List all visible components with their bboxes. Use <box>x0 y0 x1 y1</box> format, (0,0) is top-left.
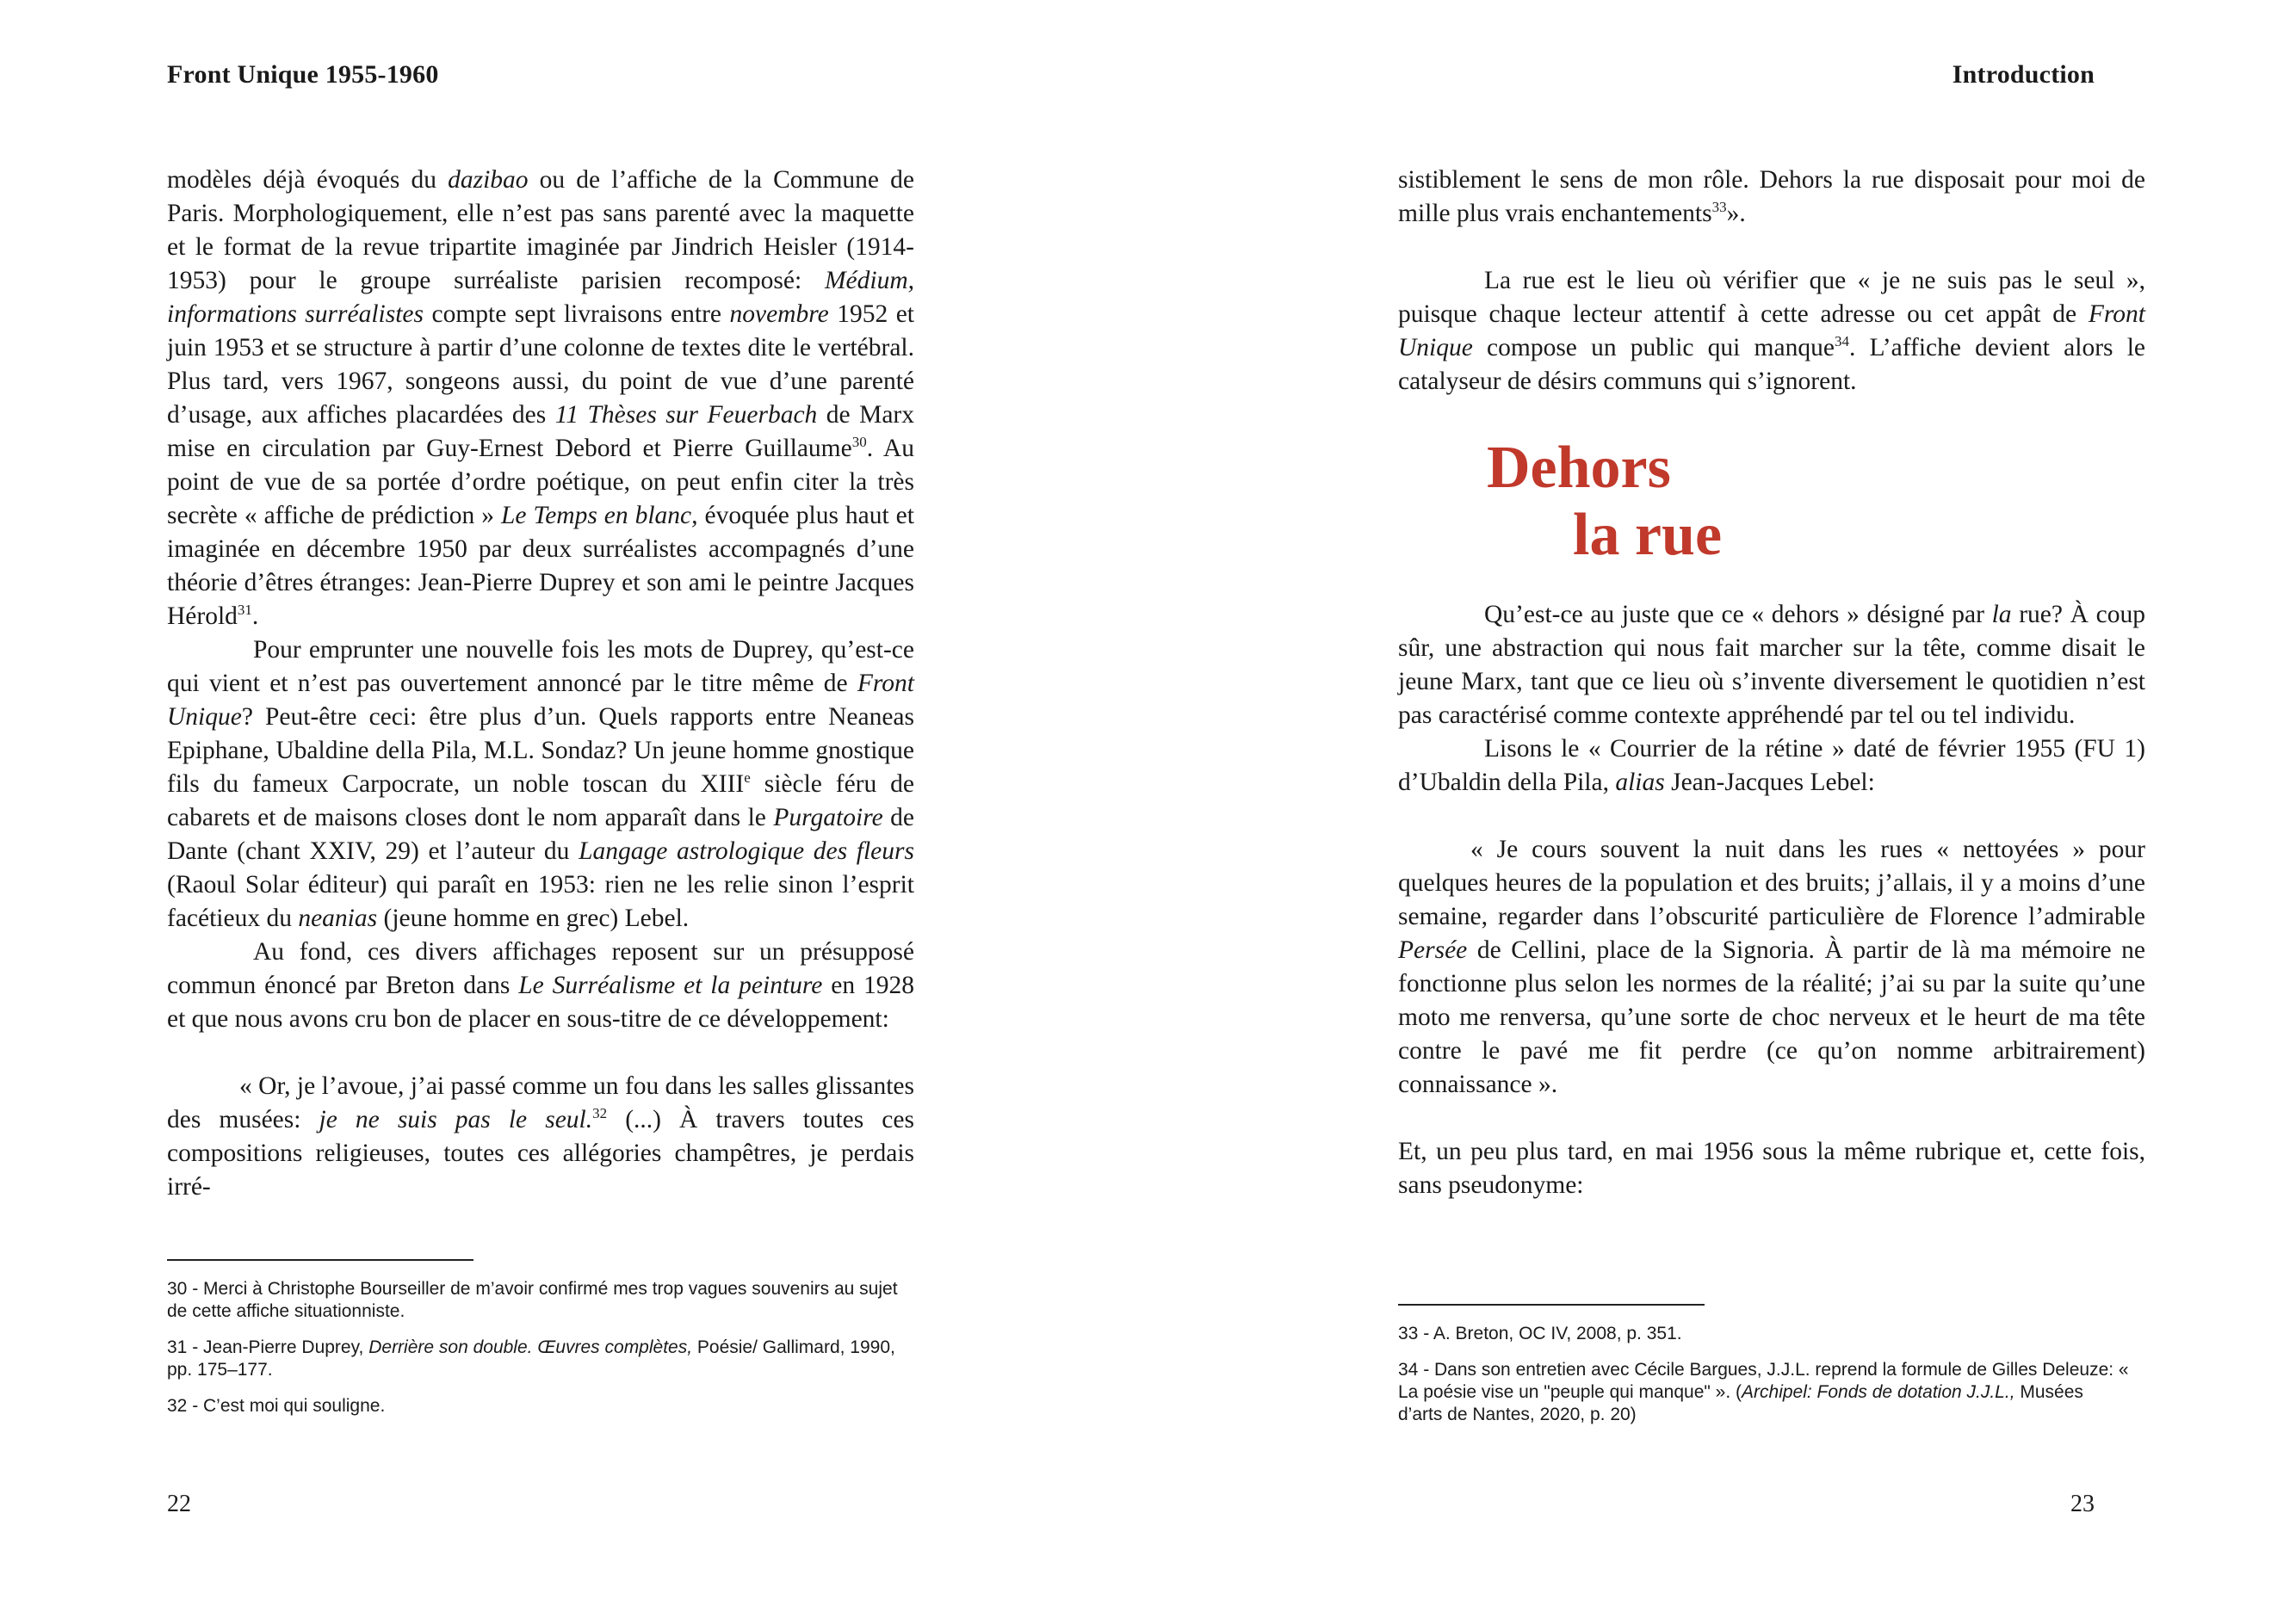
footnotes <box>167 1278 899 1431</box>
paragraph: Qu’est-ce au juste que ce « dehors » désigné par la rue? À coup sûr, une abstraction qui nous fait marcher sur la tête, comme disait le jeune Marx, tant que ce lieu où s’invente diversement le quotidien n’est pas caractérisé comme contexte appréhendé par tel ou tel individu. <box>1398 601 2145 729</box>
paragraph: Au fond, ces divers affichages reposent sur un présupposé commun énoncé par Breton dans Le Surréalisme et la peinture en 1928 et que nous avons cru bon de placer en sous-titre de ce développement: <box>167 938 915 1033</box>
right-page <box>1148 0 2296 1618</box>
body-text <box>167 164 914 1204</box>
body-text <box>1398 164 2145 1202</box>
page-number: 23 <box>2070 1491 2095 1517</box>
block-quote: « Or, je l’avoue, j’ai passé comme un fou dans les salles glissantes des musées: je ne suis pas le seul.$^{32}$ (...) À travers toutes ces compositions religieuses, toutes ces allégories champêtres, je perdais irré- <box>167 1072 914 1201</box>
footnote-ref[interactable]: 34 <box>1834 333 1849 350</box>
footnote-ref[interactable]: 32 <box>592 1105 608 1122</box>
footnote: 32 - C’est moi qui souligne. <box>167 1396 386 1416</box>
footnote: 34 - Dans son entretien avec Cécile Bargues, J.J.L. reprend la formule de Gilles Deleuze: « La poésie vise un "peuple qui manque" ». (Archipel: Fonds de dotation J.J.L., Musées d’arts de Nantes, 2020, p. 20) <box>1398 1360 2129 1424</box>
paragraph: La rue est le lieu où vérifier que « je ne suis pas le seul », puisque chaque lecteur attentif à cette adresse ou cet appât de Front Unique compose un public qui manque$^{34}$. L’affiche devient alors le catalyseur de désirs communs qui s’ignorent. <box>1398 267 2145 395</box>
footnote-ref[interactable]: 31 <box>237 602 252 619</box>
block-quote: « Je cours souvent la nuit dans les rues « nettoyées » pour quelques heures de la population et des bruits; j’allais, il y a moins d’une semaine, regarder dans l’obscurité particulière de Florence l’admirable Persée de Cellini, place de la Signoria. À partir de là ma mémoire ne fonctionne plus selon les normes de la réalité; j’ai su par la suite qu’une moto me renversa, qu’une sorte de choc nerveux et le heurt de ma tête contre le pavé me fit perdre (ce qu’on nomme arbitrairement) connaissance ». <box>1398 836 2145 1098</box>
paragraph: Lisons le « Courrier de la rétine » daté de février 1955 (FU 1) d’Ubaldin della Pila, alias Jean-Jacques Lebel: <box>1398 735 2145 796</box>
footnote-ref[interactable]: 33 <box>1711 199 1727 216</box>
page-number: 22 <box>167 1491 191 1517</box>
running-head: Introduction <box>1952 60 2095 89</box>
footnotes <box>1398 1323 2130 1440</box>
section-heading: Dehors la rue <box>1487 435 1723 568</box>
paragraph: modèles déjà évoqués du dazibao ou de l’affiche de la Commune de Paris. Morphologiquement, elle n’est pas sans parenté avec la maquette et le format de la revue tripartite imaginée par Jindrich Heisler (1914-1953) pour le groupe surréaliste parisien recomposé: Médium, informations surréalistes compte sept livraisons entre novembre 1952 et juin 1953 et se structure à partir d’une colonne de textes dite le vertébral. Plus tard, vers 1967, songeons aussi, du point de vue d’une parenté d’usage, aux affiches placardées des 11 Thèses sur Feuerbach de Marx mise en circulation par Guy-Ernest Debord et Pierre Guillaume$^{30}$. Au point de vue de sa portée d’ordre poétique, on peut enfin citer la très secrète « affiche de prédiction » Le Temps en blanc, évoquée plus haut et imaginée en décembre 1950 par deux surréalistes accompagnés d’une théorie d’êtres étranges: Jean-Pierre Duprey et son ami le peintre Jacques Hérold$^{31}$. <box>167 166 915 630</box>
running-head: Front Unique 1955-1960 <box>167 60 439 89</box>
paragraph: Pour emprunter une nouvelle fois les mots de Duprey, qu’est-ce qui vient et n’est pas ouvertement annoncé par le titre même de Front Unique? Peut-être ceci: être plus d’un. Quels rapports entre Neaneas Epiphane, Ubaldine della Pila, M.L. Sondaz? Un jeune homme gnostique fils du fameux Carpocrate, un noble toscan du XIIIe siècle féru de cabarets et de maisons closes dont le nom apparaît dans le Purgatoire de Dante (chant XXIV, 29) et l’auteur du Langage astrologique des fleurs (Raoul Solar éditeur) qui paraît en 1953: rien ne les relie sinon l’esprit facétieux du neanias (jeune homme en grec) Lebel. <box>167 636 914 932</box>
footnote: 30 - Merci à Christophe Bourseiller de m’avoir confirmé mes trop vagues souvenirs au sujet de cette affiche situationniste. <box>167 1279 898 1321</box>
footnote: 33 - A. Breton, OC IV, 2008, p. 351. <box>1398 1324 1682 1343</box>
footnote-ref[interactable]: 30 <box>851 434 867 451</box>
paragraph: sistiblement le sens de mon rôle. Dehors la rue disposait pour moi de mille plus vrais enchantements$^{33}$». <box>1398 166 2145 227</box>
footnote: 31 - Jean-Pierre Duprey, Derrière son double. Œuvres complètes, Poésie/ Gallimard, 1990, pp. 175–177. <box>167 1337 895 1380</box>
footnote-divider <box>1398 1304 1705 1306</box>
footnote-divider <box>167 1259 473 1261</box>
paragraph: Et, un peu plus tard, en mai 1956 sous la même rubrique et, cette fois, sans pseudonyme: <box>1398 1138 2145 1199</box>
